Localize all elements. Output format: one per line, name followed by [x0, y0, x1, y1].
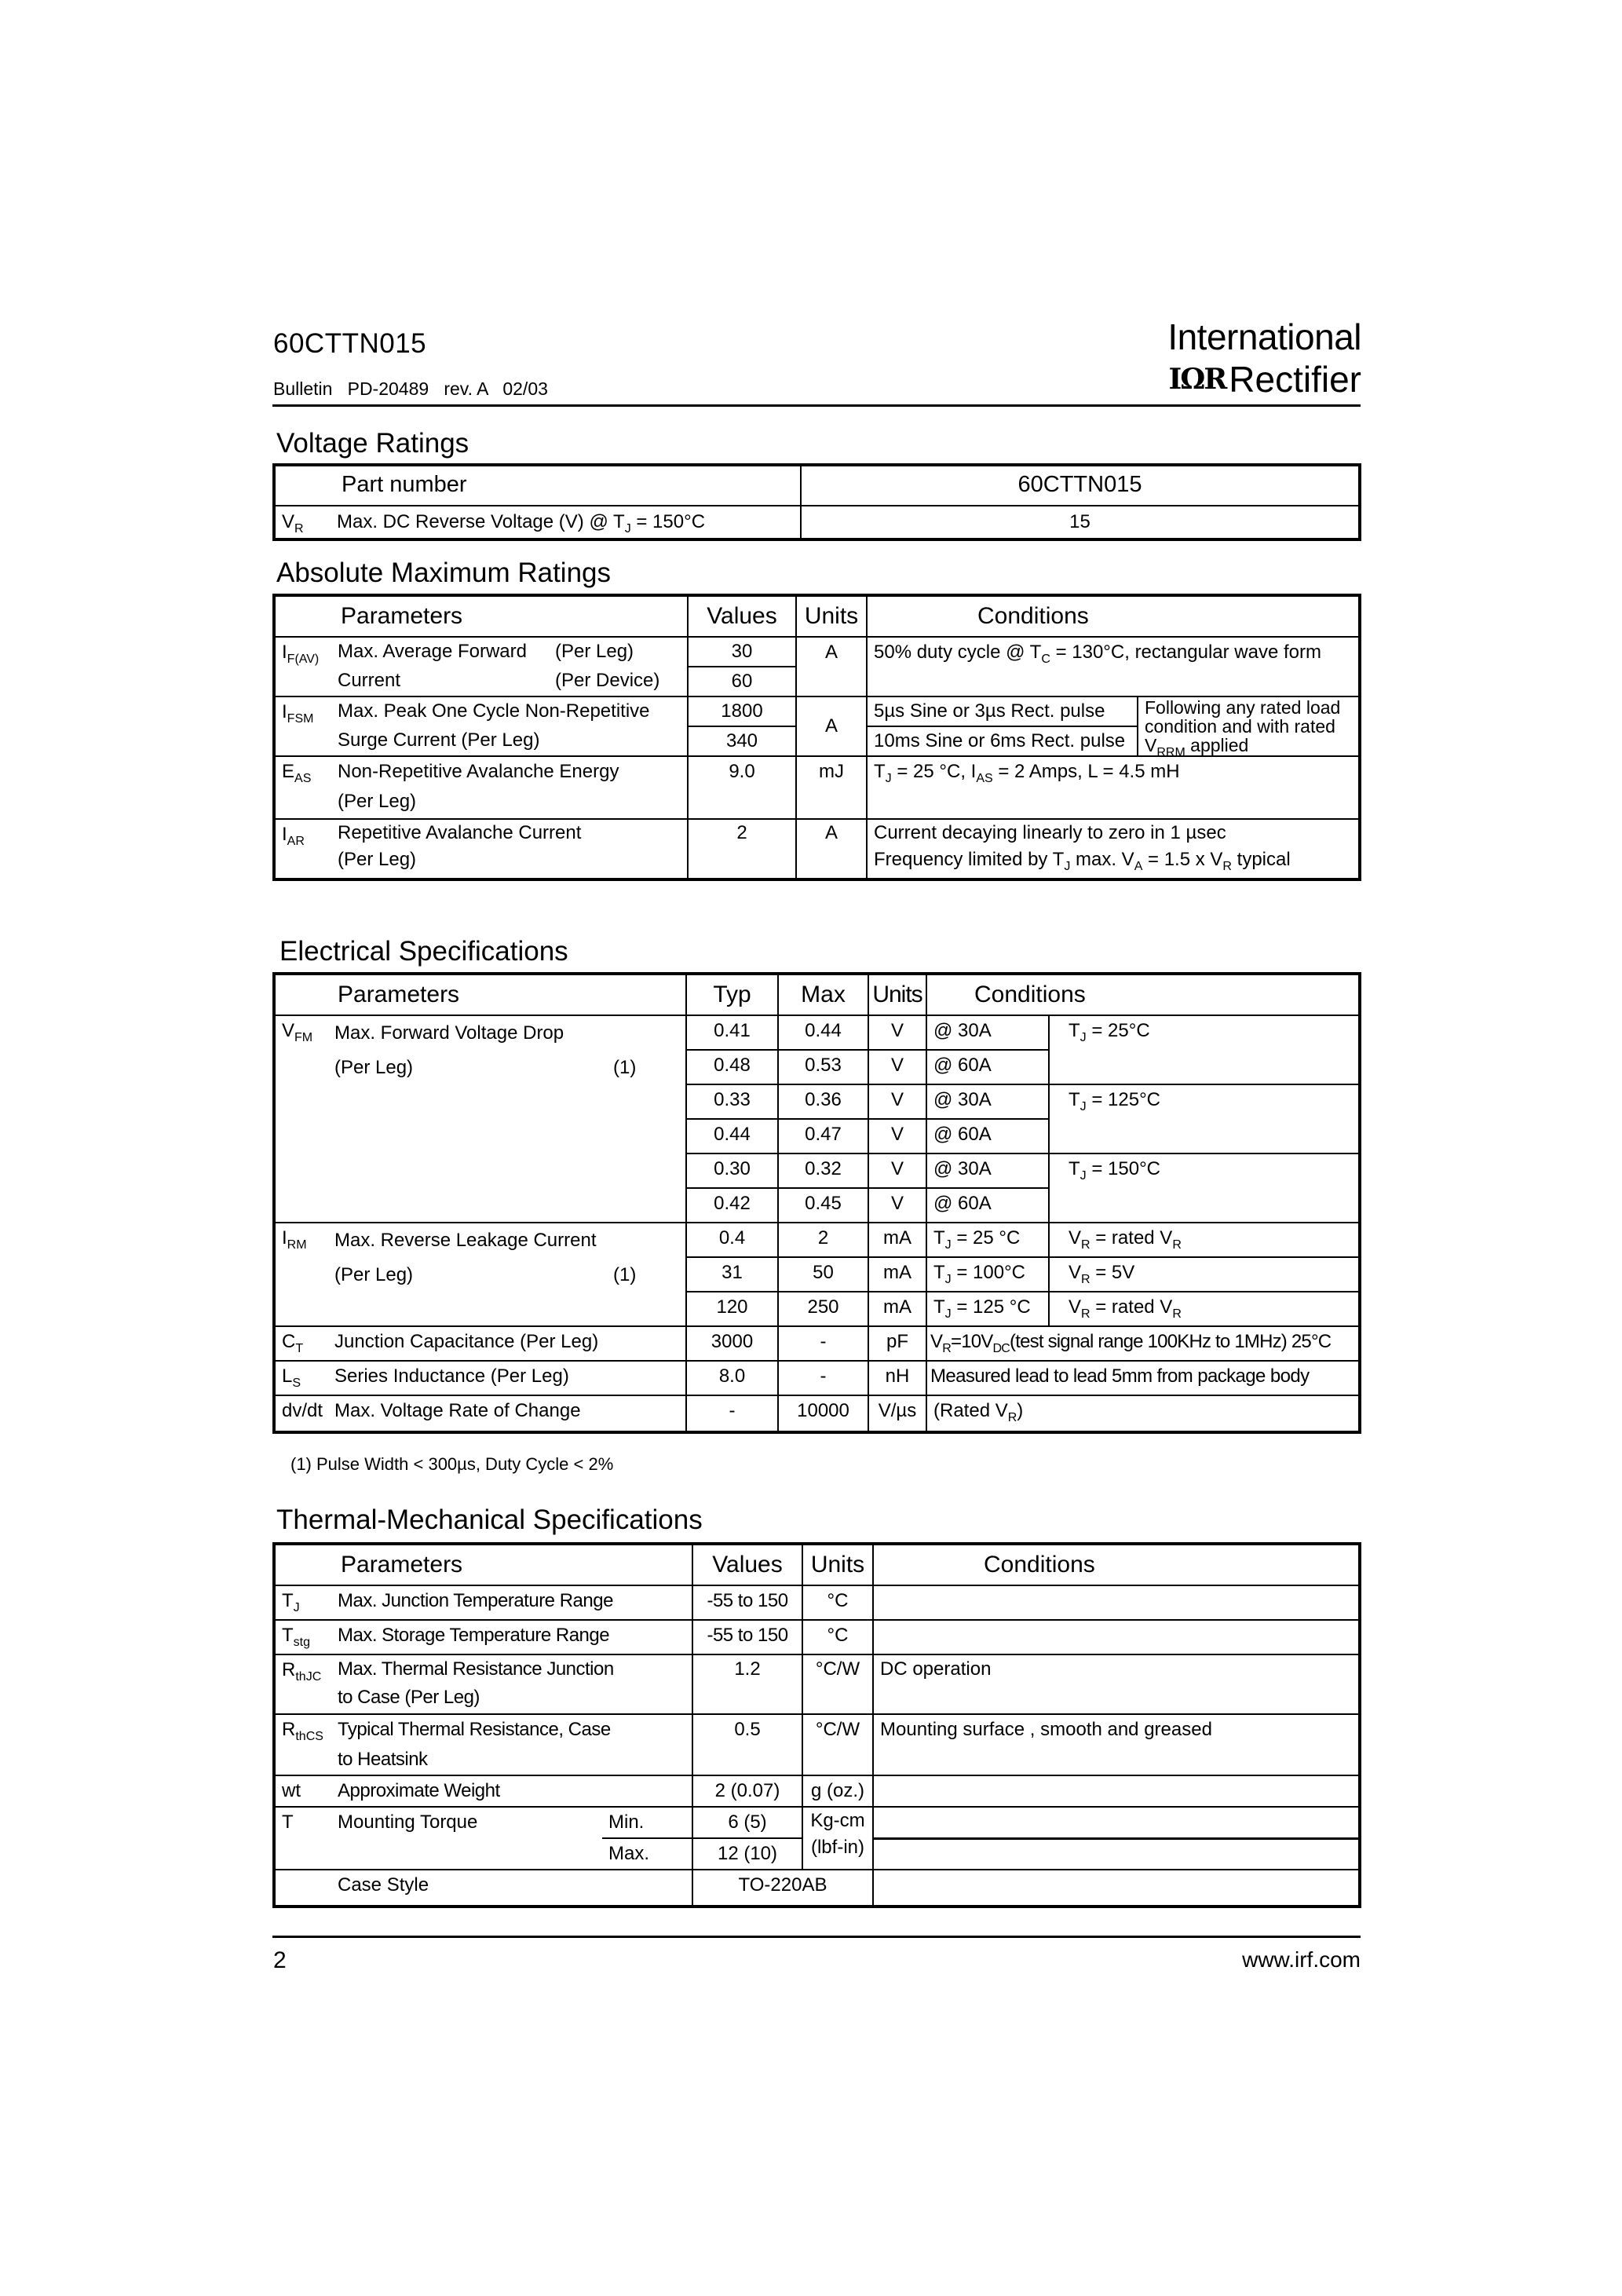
page-number: 2 — [273, 1947, 287, 1973]
ior-logo-icon: IΩR — [1168, 363, 1226, 396]
header-parameters: Parameters — [331, 1545, 692, 1585]
part-number-title: 60CTTN015 — [273, 328, 427, 359]
header-conditions: Conditions — [867, 596, 1359, 637]
header-units: Units — [868, 974, 926, 1015]
table-row: $C_T$ Junction Capacitance (Per Leg) 3000 - pF $V_R=10V_{DC}(test$ signal range 100KHz to 1MHz) 25°C — [275, 1326, 1359, 1361]
header-units: Units — [802, 1545, 873, 1585]
symbol-ls: $L_S$ — [275, 1361, 328, 1395]
symbol-torque: T — [275, 1807, 331, 1870]
table-row: $E_{AS}$ Non-Repetitive Avalanche Energy (Per Leg) 9.0 mJ $T_J = 25$ °C, $I_{AS} = 2$ Amps, L = 4.5 mH — [275, 756, 1359, 819]
logo-rectifier: Rectifier — [1229, 359, 1361, 400]
table-row: $L_S$ Series Inductance (Per Leg) 8.0 - nH Measured lead to lead 5mm from package body — [275, 1361, 1359, 1395]
header-part-value: 60CTTN015 — [801, 466, 1359, 506]
symbol-irm: $I_{RM}$ — [275, 1223, 328, 1326]
section-title-voltage-ratings: Voltage Ratings — [276, 428, 469, 459]
header-max: Max — [778, 974, 868, 1015]
logo-international: International — [1167, 316, 1361, 357]
vr-value: 15 — [801, 506, 1359, 539]
symbol-vfm: $V_{FM}$ — [275, 1015, 328, 1223]
table-row: $R_{thJC}$ Max. Thermal Resistance Junction to Case (Per Leg) 1.2 °C/W DC operation — [275, 1654, 1359, 1714]
table-row: wt Approximate Weight 2 (0.07) g (oz.) — [275, 1775, 1359, 1807]
header-parameters: Parameters — [331, 596, 688, 637]
table-row: $R_{thCS}$ Typical Thermal Resistance, Case to Heatsink 0.5 °C/W Mounting surface , smooth and greased — [275, 1714, 1359, 1775]
table-row: 0.30 0.32 V @ 30A $T_J = 150^\circ C$ — [275, 1153, 1359, 1188]
symbol-iar: $I_{AR}$ — [275, 819, 331, 879]
table-row: dv/dt Max. Voltage Rate of Change - 10000 V/µs (Rated $V_R$) — [275, 1395, 1359, 1431]
bulletin-info: Bulletin PD-20489 rev. A 02/03 — [273, 378, 548, 399]
table-row: 120 250 mA $T_J = 125$ °C $V_R$ = rated $V_R$ — [275, 1292, 1359, 1326]
table-row: 0.33 0.36 V @ 30A $T_J = 125^\circ C$ — [275, 1084, 1359, 1119]
table-row: T Mounting Torque Min. 6 (5) Kg-cm (lbf-in) — [275, 1807, 1359, 1838]
section-title-electrical: Electrical Specifications — [279, 936, 568, 967]
abs-max-table: Parameters Values Units Conditions $I_{F(AV)}$ Max. Average Forward (Per Leg) 30 A 50% duty cycle @ $T_C = 130^\circ C$, rectangular wave form Current (Per Device) 60 $I_{FSM}$ Max. Peak One Cycle Non-Repetitive 1800 A 5µs Sine or 3µs Rect. pulse Following any rated load condition and with rated $V_{RRM}$ applied Surge Current (Per Leg) 340 10ms Sine or 6ms Rect. pulse $E_{AS}$ Non-Repetitive Avalanche Energy (Per Leg) 9.0 mJ $T_J = 25$ °C, $I_{AS} = 2$ Amps, L = 4.5 mH $I_{AR}$ Repetitive Avalanche Current (Per Leg) 2 A Current decaying linearly to zero in 1 µsec Frequency limited by $T_J$ max. $V_A = 1.5$ x $V_R$ typical — [274, 595, 1360, 879]
header-typ: Typ — [686, 974, 778, 1015]
electrical-table — [274, 974, 1360, 1432]
symbol-ct: $C_T$ — [275, 1326, 328, 1361]
table-header-row — [275, 466, 1359, 506]
table-row: $T_J$ Max. Junction Temperature Range -55 to 150 °C — [275, 1585, 1359, 1620]
header-conditions: Conditions — [873, 1545, 1359, 1585]
symbol-ifsm: $I_{FSM}$ — [275, 696, 331, 756]
table-row: $V_{FM}$ Max. Forward Voltage Drop (Per Leg) (1) 0.41 0.44 V @ 30A $T_J = 25^\circ C$ — [275, 1015, 1359, 1050]
website-link[interactable]: www.irf.com — [1242, 1947, 1361, 1972]
symbol-dvdt: dv/dt — [275, 1395, 328, 1431]
section-title-abs-max: Absolute Maximum Ratings — [276, 558, 611, 588]
footnote: (1) Pulse Width < 300µs, Duty Cycle < 2% — [290, 1454, 614, 1474]
thermal-table: Parameters Values Units Conditions $T_J$ Max. Junction Temperature Range -55 to 150 °C $T_{stg}$ Max. Storage Temperature Range -55 to 150 °C $R_{thJC}$ Max. Thermal Resistance Junction to Case (Per Leg) 1.2 °C/W DC operation $R_{thCS}$ Typical Thermal Resistance, Case to Heatsink 0.5 °C/W Mounting surface , smooth and greased wt Approximate Weight 2 (0.07) g (oz.) T Mounting Torque Min. 6 (5) Kg-cm (lbf-in) Max. 12 (10) Case Style TO-220AB — [274, 1544, 1360, 1907]
table-row: 0.44 0.47 V @ 60A — [275, 1119, 1359, 1153]
table-row: $T_{stg}$ Max. Storage Temperature Range -55 to 150 °C — [275, 1620, 1359, 1654]
section-title-thermal: Thermal-Mechanical Specifications — [276, 1504, 703, 1535]
table-row: 0.42 0.45 V @ 60A — [275, 1188, 1359, 1223]
table-row: Case Style TO-220AB — [275, 1870, 1359, 1906]
symbol: $V_R$ — [282, 511, 304, 536]
table-row: $I_{AR}$ Repetitive Avalanche Current (Per Leg) 2 A Current decaying linearly to zero in 1 µsec Frequency limited by $T_J$ max. $V_A = 1.5$ x $V_R$ typical — [275, 819, 1359, 879]
header-conditions: Conditions — [926, 974, 1359, 1015]
header-values: Values — [688, 596, 796, 637]
table-row: 0.48 0.53 V @ 60A — [275, 1050, 1359, 1084]
footer-rule — [272, 1936, 1361, 1938]
table-row: 31 50 mA $T_J = 100^\circ C$ $V_R = 5V$ — [275, 1257, 1359, 1292]
company-logo — [1168, 358, 1361, 400]
header-values: Values — [692, 1545, 802, 1585]
symbol-ifav: $I_{F(AV)}$ — [275, 637, 331, 696]
header-part-number: Part number — [275, 466, 801, 506]
header-rule — [272, 404, 1361, 407]
table-row: $I_{F(AV)}$ Max. Average Forward (Per Leg) 30 A 50% duty cycle @ $T_C = 130^\circ C$, rectangular wave form — [275, 637, 1359, 667]
table-row: $I_{FSM}$ Max. Peak One Cycle Non-Repetitive 1800 A 5µs Sine or 3µs Rect. pulse Following any rated load condition and with rated $V_{RRM}$ applied — [275, 696, 1359, 726]
header-parameters: Parameters — [328, 974, 686, 1015]
table-row: $I_{RM}$ Max. Reverse Leakage Current (Per Leg) (1) 0.4 2 mA $T_J = 25$ °C $V_R$ = rated $V_R$ — [275, 1223, 1359, 1257]
header-units: Units — [796, 596, 867, 637]
voltage-ratings-table — [274, 465, 1360, 539]
table-row: $V_R$ Max. DC Reverse Voltage (V) @ $T_J = 150^\circ C$ 15 — [275, 506, 1359, 539]
symbol-eas: $E_{AS}$ — [275, 756, 331, 819]
